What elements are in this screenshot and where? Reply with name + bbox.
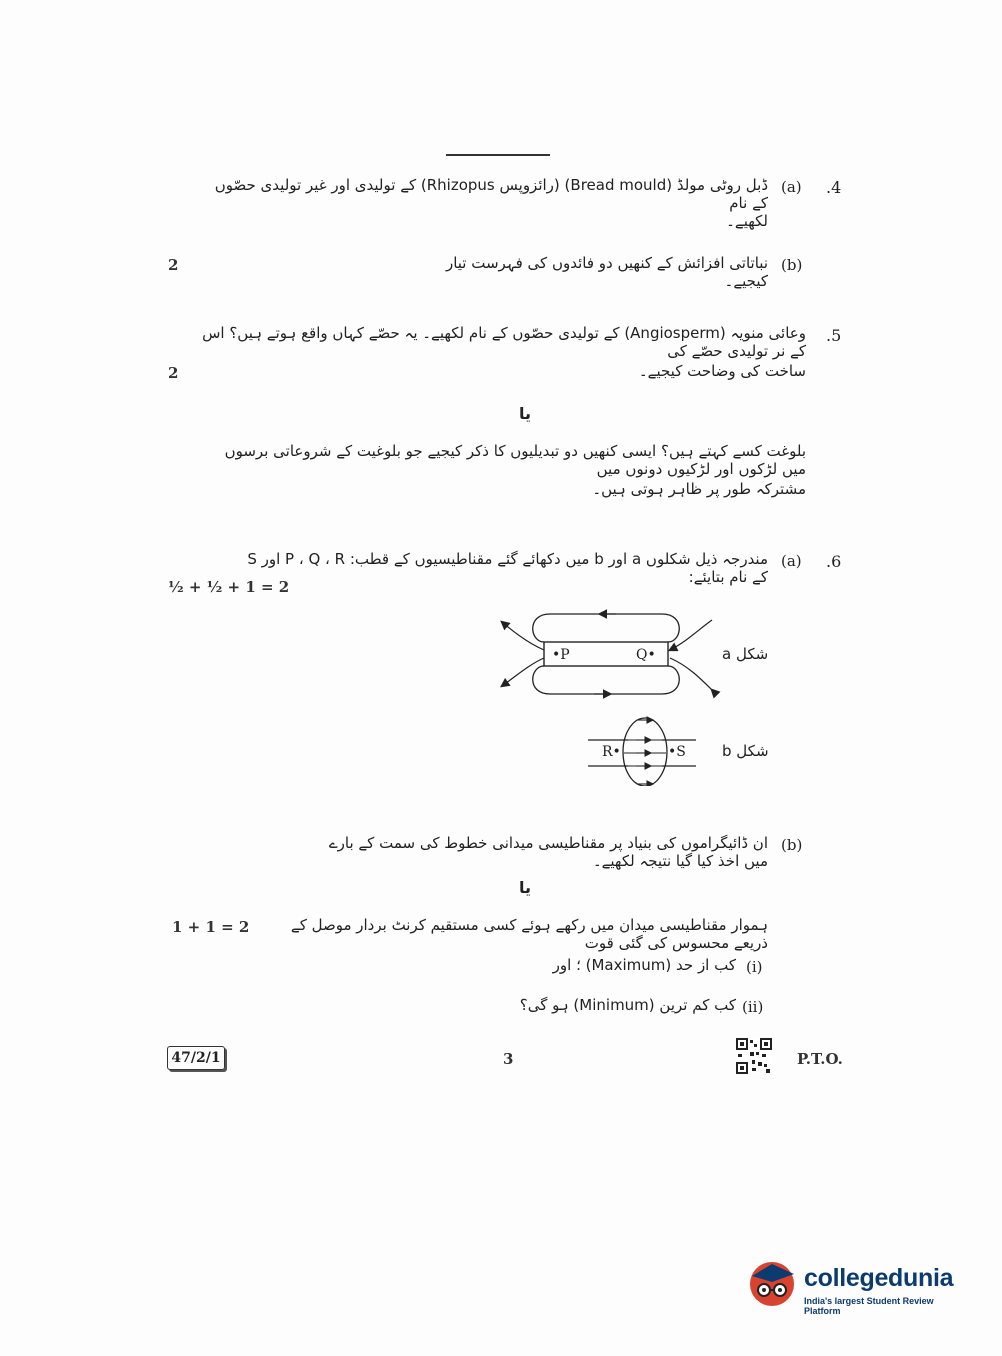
- q5-text-line1: وعائی منویہ (Angiosperm) کے تولیدی حصّوں کے نام لکھیے۔ یہ حصّے کہاں واقع ہوتے ہیں؟ اس کے نر تولیدی حصّے کی: [202, 324, 806, 360]
- q5-alt-line1: بلوغت کسے کہتے ہیں؟ ایسی کنھیں دو تبدیلیوں کا ذکر کیجیے جو بلوغیت کے شروعاتی برسوں میں لڑکوں اور لڑکیوں دونوں میں: [224, 442, 806, 478]
- q6-a-text: مندرجہ ذیل شکلوں a اور b میں دکھائے گئے مقناطیسیوں کے قطب: P ، Q ، R اور S کے نام بتایئے:: [247, 550, 768, 586]
- q4-a-text-line1: ڈبل روٹی مولڈ (Bread mould) (رائزوپس Rhizopus) کے تولیدی اور غیر تولیدی حصّوں کے نام: [214, 176, 768, 212]
- q4-a-label: (a): [781, 178, 802, 196]
- q4-b-text: نباتاتی افزائش کے کنھیں دو فائدوں کی فہرست تیار کیجیے۔: [445, 254, 768, 290]
- collegedunia-watermark: [742, 1250, 972, 1318]
- q6-alt-marks: 1 + 1 = 2: [172, 918, 250, 936]
- q6-i-text: کب از حد (Maximum) ؛ اور: [552, 956, 736, 974]
- q5-number: .5: [826, 326, 842, 345]
- q6-or: یا: [518, 878, 531, 897]
- q6-b-text: ان ڈائیگراموں کی بنیاد پر مقناطیسی میدانی خطوط کی سمت کے بارے میں اخذ کیا گیا نتیجہ لکھیے۔: [328, 834, 768, 870]
- figure-a-diagram: [490, 606, 722, 710]
- fig-a-pole-p: •P: [552, 647, 570, 663]
- collegedunia-tagline: India's largest Student Review Platform: [804, 1296, 934, 1316]
- fig-b-label: شکل b: [722, 742, 769, 760]
- q6-ii-label: (ii): [742, 998, 764, 1016]
- q6-alt-text: ہموار مقناطیسی میدان میں رکھے ہوئے کسی مستقیم کرنٹ بردار موصل کے ذریعے محسوس کی گئی قوت: [290, 916, 768, 952]
- collegedunia-mascot-icon: [742, 1250, 804, 1318]
- collegedunia-brand: collegedunia: [804, 1264, 954, 1292]
- fig-a-label: شکل a: [722, 645, 769, 663]
- fig-b-pole-r: R•: [602, 744, 621, 760]
- q6-number: .6: [826, 552, 842, 571]
- q4-a-text-line2: لکھیے۔: [726, 212, 768, 230]
- q6-a-marks: ½ + ½ + 1 = 2: [168, 578, 290, 596]
- q5-marks: 2: [168, 364, 179, 382]
- q5-text-line2: ساخت کی وضاحت کیجیے۔: [638, 362, 806, 380]
- q6-i-label: (i): [746, 958, 763, 976]
- q6-b-label: (b): [781, 836, 803, 854]
- paper-code: 47/2/1: [167, 1046, 225, 1070]
- q4-number: .4: [826, 178, 842, 197]
- fig-a-pole-q: Q•: [636, 647, 656, 663]
- qr-code-icon: [736, 1038, 772, 1074]
- q6-ii-text: کب کم ترین (Minimum) ہو گی؟: [519, 996, 736, 1014]
- q4-marks: 2: [168, 256, 179, 274]
- fig-b-pole-s: •S: [668, 744, 686, 760]
- top-rule: [446, 154, 550, 156]
- q4-b-label: (b): [781, 256, 803, 274]
- q5-alt-line2: مشترکہ طور پر ظاہر ہوتی ہیں۔: [592, 480, 806, 498]
- page-number: 3: [503, 1050, 514, 1068]
- q6-a-label: (a): [781, 552, 802, 570]
- q5-or: یا: [518, 404, 531, 423]
- pto-label: P.T.O.: [797, 1050, 843, 1068]
